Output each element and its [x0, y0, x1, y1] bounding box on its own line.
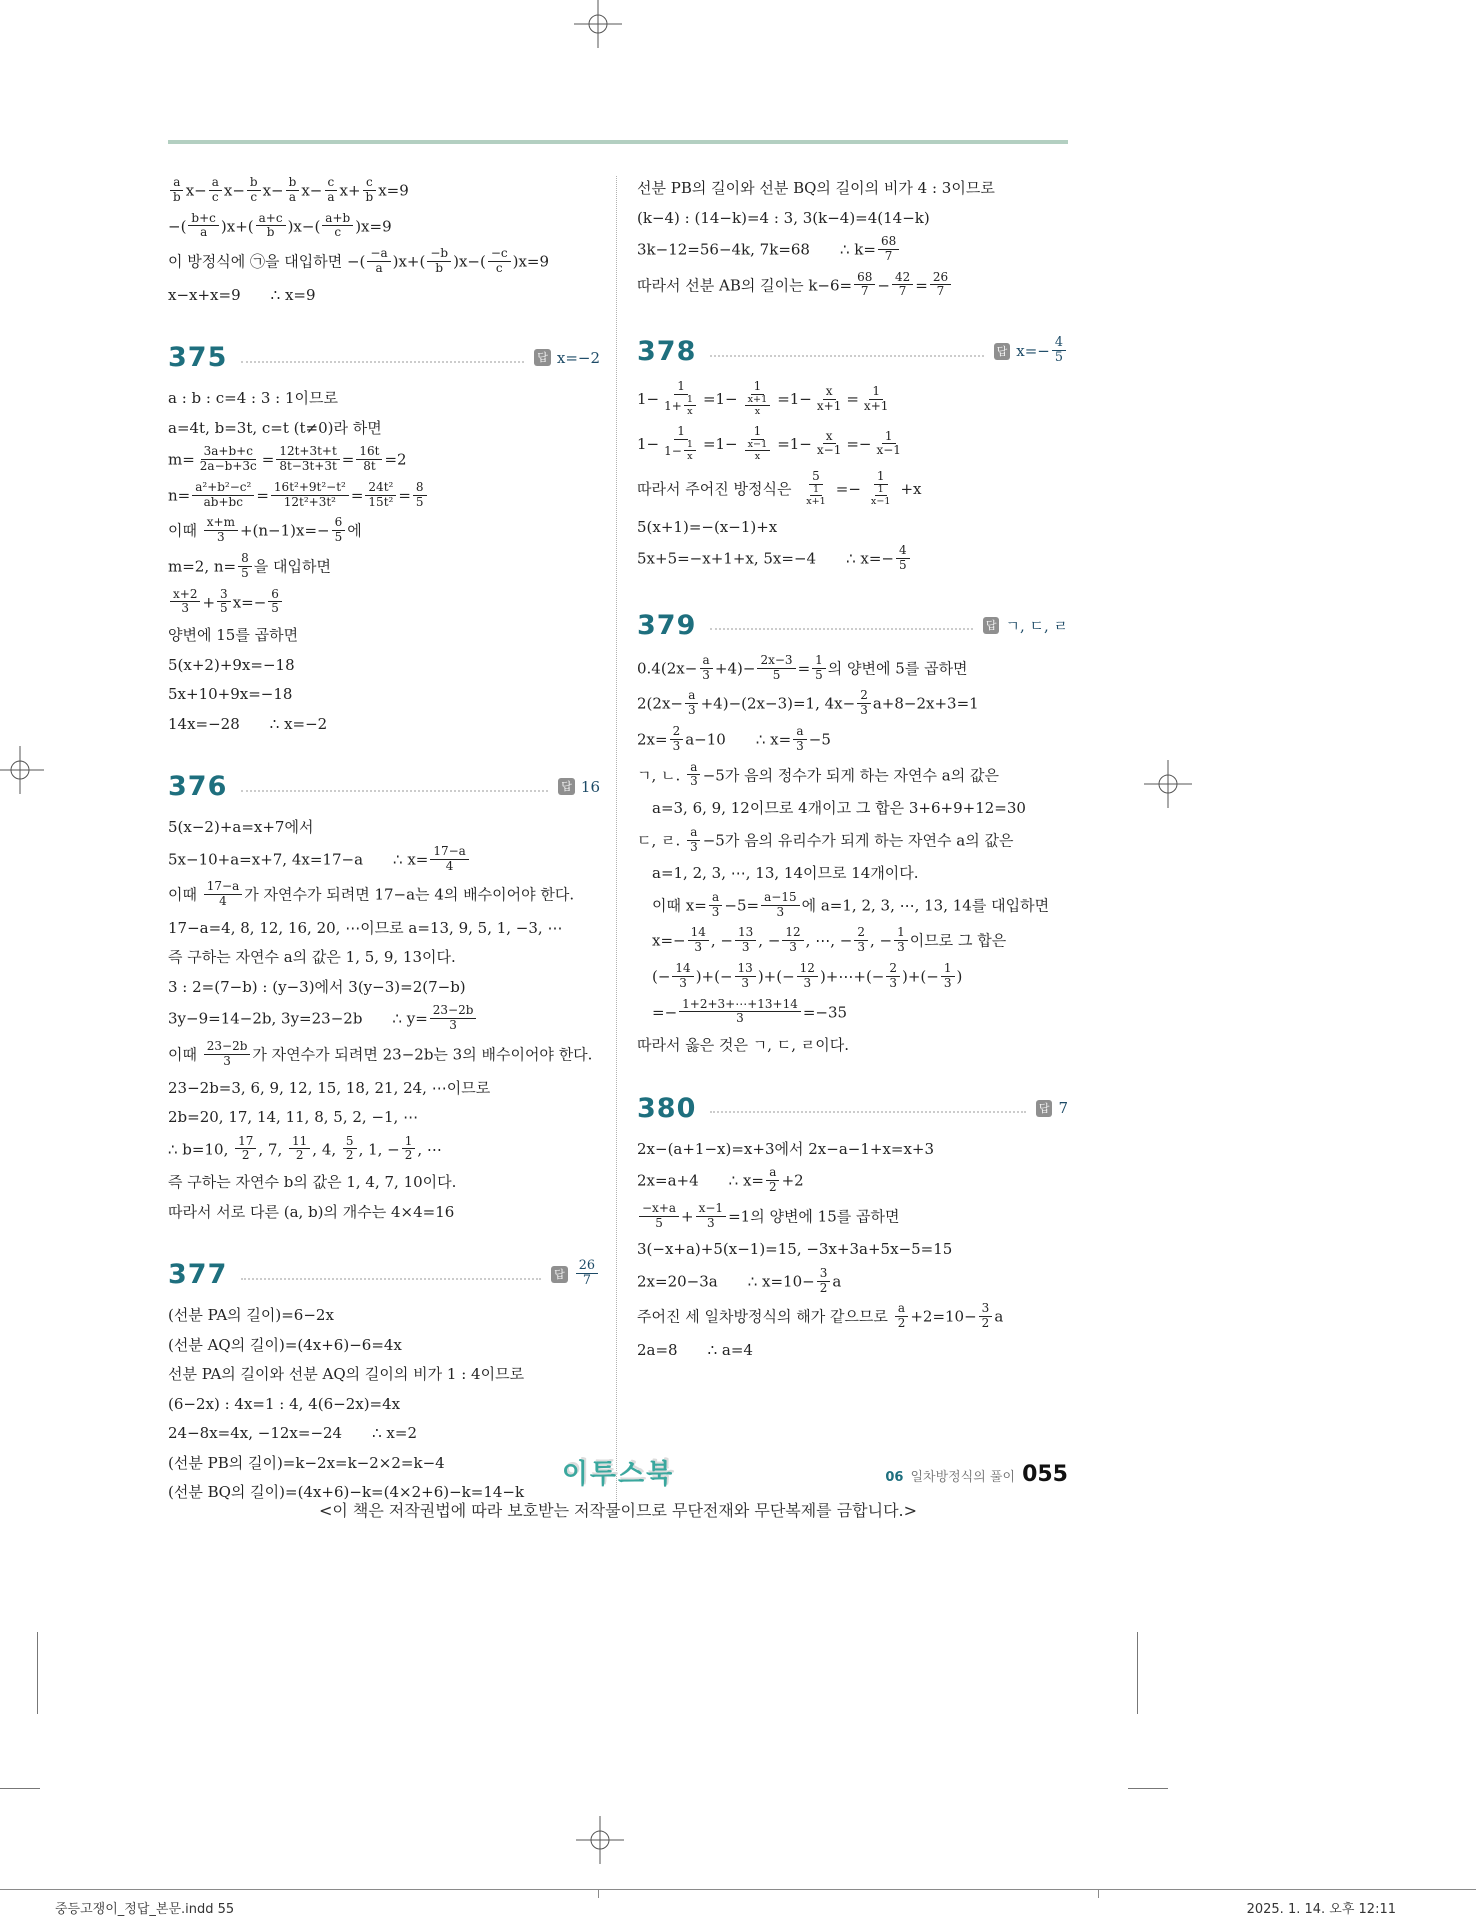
- answer-value: x=− $\frac{4}{5}$: [1016, 337, 1068, 367]
- page-content: [168, 140, 1068, 1511]
- left-column: [168, 170, 600, 1511]
- problem-378: [637, 336, 1068, 574]
- fraction: $\frac{x-1}{3}$: [696, 1202, 726, 1231]
- math-line: (선분 PA의 길이)=6−2x: [168, 1306, 334, 1325]
- dotted-leader: [710, 1111, 1025, 1113]
- print-baseline: [0, 1889, 1476, 1890]
- math-line: (선분 PB의 길이)=k−2x=k−2×2=k−4: [168, 1453, 445, 1472]
- math-line: 5x+5=−x+1+x, 5x=−4 ∴ x=− $\frac{4}{5}$: [637, 545, 1068, 574]
- answer: [1036, 1099, 1068, 1117]
- math-line: n= $\frac{\text{a²+b²−c²}}{ab+bc}$ = $\frac{\text{16t²+9t²−t²}}{\text{12t²+3t²}}$ = $\frac{\text{24t²}}{\text{15t²}}$ = $\frac{8}{5}$: [168, 482, 600, 511]
- print-tick: [1098, 1889, 1099, 1898]
- fraction: $\frac{a}{3}$: [793, 725, 807, 754]
- math-line: 23−2b=3, 6, 9, 12, 15, 18, 21, 24, ⋯이므로: [168, 1078, 491, 1097]
- math-line: =− $\frac{1+2+3+\cdots+13+14}{3}$ =−35: [637, 996, 848, 1026]
- fraction: $\frac{a}{3}$: [687, 826, 701, 855]
- fraction: $\frac{14}{3}$: [672, 962, 693, 991]
- math-line: x=− $\frac{14}{3}$ , − $\frac{13}{3}$ , − $\frac{12}{3}$ , ⋯, − $\frac{2}{3}$ , − $\frac{1}{3}$ 이므로 그 합은: [637, 925, 1007, 955]
- fraction: $\frac{a+c}{b}$: [256, 212, 286, 241]
- math-line: (k−4) : (14−k)=4 : 3, 3(k−4)=4(14−k): [637, 208, 930, 227]
- problem-header: [637, 1093, 1068, 1124]
- problem-header: [168, 1259, 600, 1290]
- page-number: 055: [1022, 1462, 1068, 1487]
- problem-380: [637, 1093, 1068, 1362]
- math-line: 3k−12=56−4k, 7k=68 ∴ k= $\frac{68}{7}$: [637, 236, 1068, 265]
- answer: [534, 349, 600, 367]
- answer-value: ㄱ, ㄷ, ㄹ: [1005, 616, 1068, 635]
- problem-header: [168, 771, 600, 802]
- math-line: 17−a=4, 8, 12, 16, 20, ⋯이므로 a=13, 9, 5, 1, −3, ⋯: [168, 918, 563, 937]
- fraction: $\frac{-x+a}{5}$: [639, 1202, 679, 1231]
- registration-mark-bottom: [576, 1816, 624, 1868]
- answer-badge-icon: 답: [551, 1266, 568, 1283]
- math-line: $\frac{a}{b}$ x− $\frac{a}{c}$ x− $\frac{b}{c}$ x− $\frac{b}{a}$ x− $\frac{c}{a}$ x+ $\frac{c}{b}$ x=9: [168, 177, 600, 206]
- continuation-block: [637, 177, 1068, 300]
- math-line: 따라서 주어진 방정식은 $\frac{5}{\frac{1}{x+1}}$ =− $\frac{1}{\frac{1}{x-1}}$ +x: [637, 468, 922, 507]
- fraction: $\frac{a}{3}$: [699, 654, 713, 683]
- math-line: 3(−x+a)+5(x−1)=15, −3x+3a+5x−5=15: [637, 1240, 953, 1259]
- math-line: 따라서 옳은 것은 ㄱ, ㄷ, ㄹ이다.: [637, 1036, 850, 1055]
- fraction: $\frac{1}{2}$: [402, 1135, 416, 1164]
- fraction: $\frac{1}{x+1}$: [806, 483, 826, 507]
- registration-mark-left: [0, 746, 44, 798]
- fraction: $\frac{a}{3}$: [687, 761, 701, 790]
- fraction: $\frac{a}{3}$: [685, 689, 699, 718]
- fraction: $\frac{2x-3}{5}$: [757, 654, 795, 683]
- dotted-leader: [710, 355, 983, 357]
- fraction: $\frac{\text{16t²+9t²−t²}}{\text{12t²+3t²}}$: [271, 481, 349, 510]
- fraction: $\frac{12}{3}$: [782, 926, 803, 955]
- problem-header: [637, 610, 1068, 641]
- copyright-notice: <이 책은 저작권법에 따라 보호받는 저작물이므로 무단전재와 무단복제를 금합니다.>: [318, 1501, 918, 1520]
- math-line: 2b=20, 17, 14, 11, 8, 5, 2, −1, ⋯: [168, 1108, 419, 1127]
- fraction: $\frac{3a+b+c}{2a-b+3c}$: [199, 444, 257, 474]
- math-line: 이때 $\frac{23-2b}{3}$ 가 자연수가 되려면 23−2b는 3의 배수이어야 한다.: [168, 1039, 593, 1068]
- fraction: $\frac{4}{5}$: [896, 544, 910, 573]
- problem-376: [168, 771, 600, 1223]
- math-line: 즉 구하는 자연수 b의 값은 1, 4, 7, 10이다.: [168, 1173, 457, 1192]
- fraction: $\frac{68}{7}$: [878, 235, 899, 264]
- math-line: m=2, n= $\frac{8}{5}$ 을 대입하면: [168, 551, 331, 580]
- fraction: $\frac{1+2+3+\cdots+13+14}{3}$: [679, 998, 801, 1027]
- math-line: 양변에 15를 곱하면: [168, 626, 299, 645]
- math-line: 2x= $\frac{2}{3}$ a−10 ∴ x= $\frac{a}{3}$ −5: [637, 724, 831, 753]
- column-divider: [616, 176, 617, 1511]
- answer-badge-icon: 답: [558, 778, 575, 795]
- dotted-leader: [241, 790, 548, 792]
- answer: [983, 615, 1068, 636]
- fraction: $\frac{1}{x-1}$: [876, 428, 901, 458]
- math-line: 24−8x=4x, −12x=−24 ∴ x=2: [168, 1424, 417, 1443]
- problem-number: 376: [168, 771, 228, 803]
- answer-value: x=−2: [556, 348, 600, 367]
- fraction: $\frac{a}{c}$: [209, 176, 222, 205]
- problem-number: 380: [637, 1092, 697, 1124]
- fraction: $\frac{5}{2}$: [343, 1135, 357, 1164]
- math-line: 선분 PA의 길이와 선분 AQ의 길이의 비가 1 : 4이므로: [168, 1365, 525, 1384]
- fraction: $\frac{42}{7}$: [892, 271, 913, 300]
- fraction: $\frac{x-1}{x}$: [745, 439, 771, 462]
- trim-mark: [1137, 1632, 1138, 1714]
- math-line: x−x+x=9 ∴ x=9: [168, 285, 316, 304]
- answer-badge-icon: 답: [1036, 1100, 1053, 1117]
- math-line: 5(x−2)+a=x+7에서: [168, 818, 314, 837]
- math-line: −( $\frac{b+c}{a}$ )x+( $\frac{a+c}{b}$ )x−( $\frac{a+b}{c}$ )x=9: [168, 210, 392, 240]
- problem-header: [637, 336, 1068, 367]
- math-line: m= $\frac{3a+b+c}{2a-b+3c}$ = $\frac{12t+3t+t}{8t-3t+3t}$ = $\frac{16t}{8t}$ =2: [168, 444, 407, 474]
- math-line: 5(x+1)=−(x−1)+x: [637, 517, 778, 536]
- fraction: $\frac{a+b}{c}$: [322, 212, 353, 241]
- math-line: a=1, 2, 3, ⋯, 13, 14이므로 14개이다.: [637, 864, 919, 883]
- math-line: 1− 1 1+ $\frac{1}{x}$ =1− $\frac{1}{\frac{x+1}{x}}$ =1− $\frac{x}{x+1}$ = $\frac{1}{x+1}$: [637, 381, 1068, 419]
- fraction: 1 1+ $\frac{1}{x}$: [661, 380, 701, 418]
- fraction: $\frac{1}{3}$: [941, 962, 955, 991]
- fraction: $\frac{a}{2}$: [895, 1302, 909, 1331]
- fraction: $\frac{12t+3t+t}{8t-3t+3t}$: [276, 445, 339, 474]
- fraction: $\frac{1}{\frac{x+1}{x}}$: [740, 380, 776, 418]
- right-column: [637, 170, 1068, 1511]
- problem-header: [168, 342, 600, 373]
- fraction: $\frac{1}{x-1}$: [870, 483, 891, 507]
- registration-mark-top: [574, 0, 622, 52]
- math-line: 1− 1 1− $\frac{1}{x}$ =1− $\frac{1}{\frac{x-1}{x}}$ =1− $\frac{x}{x-1}$ =− $\frac{1}{x-1}$: [637, 426, 1068, 464]
- trim-mark: [37, 1632, 38, 1714]
- math-line: 이때 x= $\frac{a}{3}$ −5= $\frac{a-15}{3}$ 에 a=1, 2, 3, ⋯, 13, 14를 대입하면: [637, 889, 1050, 919]
- dotted-leader: [241, 361, 524, 363]
- fraction: 1 1− $\frac{1}{x}$: [661, 425, 701, 463]
- fraction: $\frac{1}{x+1}$: [863, 383, 889, 413]
- math-line: 즉 구하는 자연수 a의 값은 1, 5, 9, 13이다.: [168, 948, 456, 967]
- page-info: [885, 1462, 1068, 1487]
- fraction: $\frac{14}{3}$: [688, 926, 709, 955]
- trim-mark: [1128, 1788, 1168, 1789]
- registration-mark-right: [1144, 760, 1192, 812]
- math-line: 2x−(a+1−x)=x+3에서 2x−a−1+x=x+3: [637, 1139, 935, 1158]
- math-line: 따라서 선분 AB의 길이는 k−6= $\frac{68}{7}$ − $\frac{42}{7}$ = $\frac{26}{7}$: [637, 272, 1068, 301]
- dotted-leader: [710, 628, 972, 630]
- answer-value: [574, 1257, 600, 1290]
- fraction: $\frac{2}{3}$: [886, 962, 900, 991]
- fraction: $\frac{x}{x+1}$: [816, 383, 842, 413]
- etoos-book-logo: 이투스북: [561, 1459, 675, 1490]
- print-tick: [598, 1889, 599, 1898]
- fraction: $\frac{b}{a}$: [286, 176, 300, 205]
- fraction: $\frac{68}{7}$: [854, 271, 875, 300]
- answer: [551, 1257, 600, 1290]
- math-line: 2a=8 ∴ a=4: [637, 1341, 753, 1360]
- problem-375: [168, 342, 600, 735]
- fraction: $\frac{17}{2}$: [235, 1135, 256, 1164]
- fraction: $\frac{12}{3}$: [797, 962, 818, 991]
- math-line: 2x=20−3a ∴ x=10− $\frac{3}{2}$ a: [637, 1265, 842, 1295]
- fraction: $\frac{-a}{a}$: [367, 247, 390, 276]
- fraction: $\frac{8}{5}$: [238, 552, 252, 581]
- math-line: a=4t, b=3t, c=t (t≠0)라 하면: [168, 418, 382, 437]
- fraction: $\frac{13}{3}$: [735, 962, 756, 991]
- answer-badge-icon: 답: [534, 349, 551, 366]
- math-line: 3y−9=14−2b, 3y=23−2b ∴ y= $\frac{23-2b}{3}$: [168, 1005, 600, 1034]
- fraction: $\frac{x+2}{3}$: [170, 588, 200, 617]
- math-line: (− $\frac{14}{3}$ )+(− $\frac{13}{3}$ )+(− $\frac{12}{3}$ )+⋯+(− $\frac{2}{3}$ )+(− $\frac{1}{3}$ ): [637, 961, 963, 990]
- math-line: 5(x+2)+9x=−18: [168, 655, 295, 674]
- fraction: $\frac{23-2b}{3}$: [204, 1040, 251, 1069]
- fraction: $\frac{3}{2}$: [817, 1267, 831, 1296]
- math-line: 0.4(2x− $\frac{a}{3}$ +4)− $\frac{2x-3}{5}$ = $\frac{1}{5}$ 의 양변에 5를 곱하면: [637, 652, 968, 682]
- math-line: ㄷ, ㄹ. $\frac{a}{3}$ −5가 음의 유리수가 되게 하는 자연수 a의 값은: [637, 824, 1014, 854]
- math-line: 이때 $\frac{x+m}{3}$ +(n−1)x=− $\frac{6}{5}$ 에: [168, 515, 362, 545]
- fraction: $\frac{17-a}{4}$: [430, 845, 468, 874]
- fraction: $\frac{16t}{8t}$: [356, 445, 382, 474]
- math-line: 따라서 서로 다른 (a, b)의 개수는 4×4=16: [168, 1202, 455, 1221]
- fraction: $\frac{6}{5}$: [268, 588, 282, 617]
- chapter-number: 06: [885, 1470, 904, 1485]
- columns: [168, 170, 1068, 1511]
- fraction: $\frac{1}{5}$: [812, 654, 826, 683]
- fraction: $\frac{a}{b}$: [170, 176, 184, 205]
- fraction: $\frac{3}{5}$: [217, 588, 231, 617]
- math-line: 5x−10+a=x+7, 4x=17−a ∴ x= $\frac{17-a}{4}$: [168, 846, 600, 875]
- dotted-leader: [241, 1278, 541, 1280]
- fraction: $\frac{26}{7}$: [576, 1259, 598, 1289]
- math-line: 14x=−28 ∴ x=−2: [168, 714, 328, 733]
- problem-379: [637, 610, 1068, 1057]
- fraction: $\frac{-b}{b}$: [427, 247, 451, 276]
- problem-number: 377: [168, 1259, 228, 1291]
- problem-number: 378: [637, 336, 697, 368]
- answer: [994, 334, 1068, 367]
- chapter-title: 일차방정식의 풀이: [910, 1470, 1016, 1485]
- fraction: $\frac{11}{2}$: [289, 1135, 310, 1164]
- math-line: a : b : c=4 : 3 : 1이므로: [168, 389, 338, 408]
- math-line: (선분 AQ의 길이)=(4x+6)−6=4x: [168, 1335, 402, 1354]
- continuation-block: [168, 177, 600, 306]
- fraction: $\frac{x+1}{x}$: [745, 394, 771, 417]
- math-line: 선분 PB의 길이와 선분 BQ의 길이의 비가 4 : 3이므로: [637, 179, 995, 197]
- answer: [558, 778, 600, 796]
- math-line: 3 : 2=(7−b) : (y−3)에서 3(y−3)=2(7−b): [168, 977, 466, 996]
- fraction: $\frac{a}{3}$: [709, 891, 723, 920]
- fraction: $\frac{23-2b}{3}$: [430, 1004, 477, 1033]
- answer-badge-icon: 답: [994, 343, 1011, 360]
- top-rule: [168, 140, 1068, 144]
- fraction: $\frac{c}{b}$: [363, 176, 377, 205]
- math-line: 5x+10+9x=−18: [168, 685, 293, 704]
- math-line: 이 방정식에 ㉠을 대입하면 −( $\frac{-a}{a}$ )x+( $\frac{-b}{b}$ )x−( $\frac{-c}{c}$ )x=9: [168, 246, 550, 275]
- fraction: $\frac{1}{x}$: [684, 394, 696, 417]
- math-line: ㄱ, ㄴ. $\frac{a}{3}$ −5가 음의 정수가 되게 하는 자연수 a의 값은: [637, 759, 999, 789]
- math-line: $\frac{-x+a}{5}$ + $\frac{x-1}{3}$ =1의 양변에 15를 곱하면: [637, 1203, 1068, 1232]
- math-line: 2x=a+4 ∴ x= $\frac{a}{2}$ +2: [637, 1165, 804, 1194]
- fraction: $\frac{x+m}{3}$: [204, 516, 238, 545]
- fraction: $\frac{4}{5}$: [1052, 336, 1066, 366]
- fraction: $\frac{1}{\frac{x-1}{x}}$: [740, 425, 776, 463]
- math-line: 2(2x− $\frac{a}{3}$ +4)−(2x−3)=1, 4x− $\frac{2}{3}$ a+8−2x+3=1: [637, 688, 979, 718]
- fraction: $\frac{b+c}{a}$: [188, 212, 218, 241]
- fraction: $\frac{3}{2}$: [979, 1302, 993, 1331]
- fraction: $\frac{a-15}{3}$: [761, 891, 799, 920]
- fraction: $\frac{13}{3}$: [735, 926, 756, 955]
- problem-number: 375: [168, 342, 228, 374]
- print-file-info: 중등고쟁이_정답_본문.indd 55: [55, 1902, 235, 1917]
- answer-value: 16: [580, 777, 600, 796]
- math-line: a=3, 6, 9, 12이므로 4개이고 그 합은 3+6+9+12=30: [637, 799, 1026, 818]
- fraction: $\frac{2}{3}$: [854, 926, 868, 955]
- trim-mark: [0, 1788, 40, 1789]
- print-timestamp: 2025. 1. 14. 오후 12:11: [1246, 1902, 1396, 1917]
- math-line: $\frac{x+2}{3}$ + $\frac{3}{5}$ x=− $\frac{6}{5}$: [168, 589, 600, 618]
- answer-value: 7: [1058, 1099, 1068, 1118]
- fraction: $\frac{2}{3}$: [857, 689, 871, 718]
- fraction: $\frac{17-a}{4}$: [204, 880, 242, 909]
- fraction: $\frac{8}{5}$: [413, 481, 427, 510]
- fraction: $\frac{-c}{c}$: [488, 247, 511, 276]
- fraction: $\frac{x}{x-1}$: [816, 428, 842, 458]
- fraction: $\frac{c}{a}$: [324, 176, 337, 205]
- fraction: $\frac{a}{2}$: [766, 1166, 780, 1195]
- math-line: 주어진 세 일차방정식의 해가 같으므로 $\frac{a}{2}$ +2=10− $\frac{3}{2}$ a: [637, 1301, 1004, 1331]
- math-line: ∴ b=10, $\frac{17}{2}$ , 7, $\frac{11}{2}$ , 4, $\frac{5}{2}$ , 1, − $\frac{1}{2}$ , ⋯: [168, 1133, 442, 1163]
- fraction: $\frac{\text{a²+b²−c²}}{ab+bc}$: [192, 481, 254, 510]
- fraction: $\frac{b}{c}$: [247, 176, 261, 205]
- fraction: $\frac{6}{5}$: [332, 516, 346, 545]
- math-line: (선분 BQ의 길이)=(4x+6)−k=(4×2+6)−k=14−k: [168, 1483, 525, 1502]
- math-line: 이때 $\frac{17-a}{4}$ 가 자연수가 되려면 17−a는 4의 배수이어야 한다.: [168, 879, 575, 909]
- math-line: (6−2x) : 4x=1 : 4, 4(6−2x)=4x: [168, 1394, 401, 1413]
- answer-badge-icon: 답: [983, 617, 1000, 634]
- fraction: $\frac{1}{3}$: [894, 926, 908, 955]
- fraction: $\frac{1}{x}$: [684, 439, 696, 462]
- fraction: $\frac{26}{7}$: [930, 271, 951, 300]
- fraction: $\frac{2}{3}$: [670, 725, 684, 754]
- fraction: $\frac{5}{\frac{1}{x+1}}$: [798, 470, 834, 508]
- fraction: $\frac{1}{\frac{1}{x-1}}$: [863, 470, 899, 508]
- problem-number: 379: [637, 609, 697, 641]
- fraction: $\frac{\text{24t²}}{\text{15t²}}$: [365, 481, 396, 510]
